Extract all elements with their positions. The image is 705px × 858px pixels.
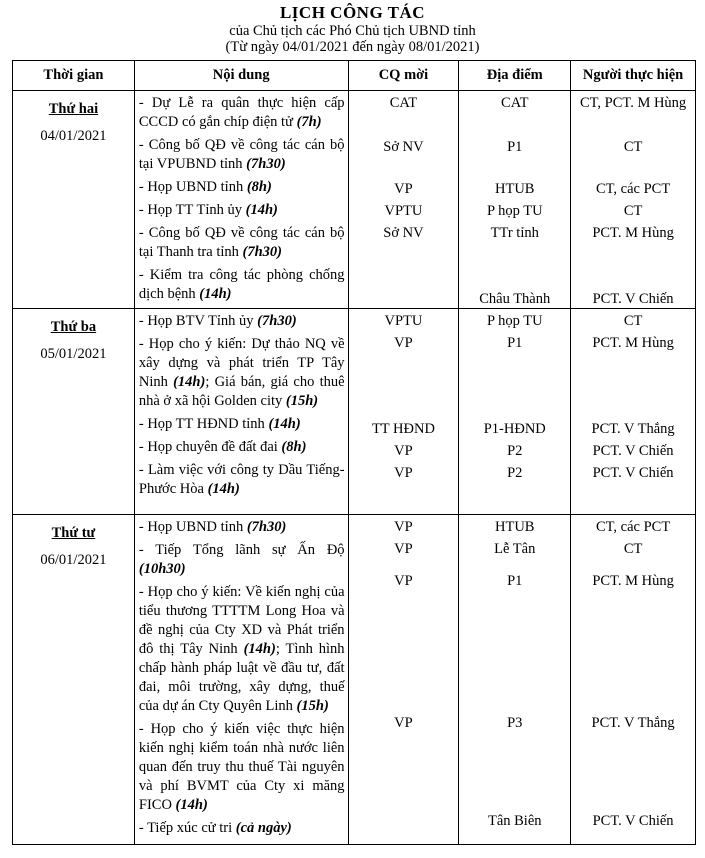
executor-cell bbox=[571, 309, 696, 515]
location-value: P1 bbox=[507, 139, 523, 155]
agenda-item: - Làm việc với công ty Dầu Tiếng-Phước Hòa (14h) bbox=[138, 462, 345, 497]
day-name: Thứ tư bbox=[51, 525, 96, 541]
executor-value: PCT. M Hùng bbox=[592, 335, 674, 351]
agenda-time: (7h) bbox=[296, 114, 322, 130]
agenda-item: - Họp BTV Tỉnh ủy (7h30) bbox=[138, 313, 297, 329]
day-name: Thứ ba bbox=[50, 319, 97, 335]
location-value: P1-HĐND bbox=[483, 421, 546, 437]
day-date: 04/01/2021 bbox=[40, 128, 107, 144]
day-cell bbox=[13, 515, 135, 845]
location-value: P1 bbox=[507, 573, 523, 589]
day-date: 06/01/2021 bbox=[40, 552, 107, 568]
day-row bbox=[13, 91, 696, 309]
agenda-time: (14h) bbox=[199, 286, 232, 302]
agenda-time: (14h) bbox=[175, 797, 208, 813]
schedule-date-range: (Từ ngày 04/01/2021 đến ngày 08/01/2021) bbox=[225, 39, 480, 55]
executor-value: PCT. V Chiến bbox=[592, 291, 674, 307]
agenda-time: (14h) bbox=[207, 481, 240, 497]
content-cell bbox=[134, 309, 348, 515]
executor-value: CT, các PCT bbox=[595, 519, 671, 535]
table-header-row bbox=[13, 61, 696, 91]
executor-value: PCT. M Hùng bbox=[592, 573, 674, 589]
agenda-time: (cả ngày) bbox=[235, 820, 292, 836]
day-cell bbox=[13, 91, 135, 309]
schedule-title: LỊCH CÔNG TÁC bbox=[279, 3, 426, 22]
location-value: Châu Thành bbox=[479, 291, 551, 307]
location-value: Tân Biên bbox=[487, 813, 542, 829]
day-cell bbox=[13, 309, 135, 515]
day-name: Thứ hai bbox=[48, 101, 99, 117]
content-cell bbox=[134, 515, 348, 845]
inviter-value: VP bbox=[394, 715, 413, 731]
inviter-value: Sở NV bbox=[383, 139, 424, 155]
location-cell bbox=[459, 515, 571, 845]
location-value: HTUB bbox=[495, 181, 535, 197]
inviter-value: VPTU bbox=[384, 203, 423, 219]
location-value: P họp TU bbox=[486, 203, 543, 219]
agenda-time: (7h30) bbox=[246, 156, 286, 172]
executor-cell bbox=[571, 515, 696, 845]
location-value: HTUB bbox=[495, 519, 535, 535]
schedule-header bbox=[0, 3, 705, 55]
executor-value: PCT. V Thắng bbox=[591, 715, 675, 731]
executor-value: CT bbox=[623, 541, 643, 557]
inviter-value: VP bbox=[394, 181, 413, 197]
col-header-location: Địa điểm bbox=[459, 61, 571, 91]
executor-value: CT, PCT. M Hùng bbox=[579, 95, 687, 111]
agenda-time: (7h30) bbox=[257, 313, 297, 329]
schedule-subtitle: của Chủ tịch các Phó Chủ tịch UBND tỉnh bbox=[229, 23, 476, 39]
executor-value: PCT. M Hùng bbox=[592, 225, 674, 241]
agenda-time: (14h) bbox=[268, 416, 301, 432]
agenda-time: (14h) bbox=[245, 202, 278, 218]
agenda-time: (14h) bbox=[173, 374, 206, 390]
location-value: Lễ Tân bbox=[494, 541, 536, 557]
executor-value: PCT. V Thắng bbox=[591, 421, 675, 437]
location-cell bbox=[459, 309, 571, 515]
executor-cell bbox=[571, 91, 696, 309]
executor-value: PCT. V Chiến bbox=[592, 443, 674, 459]
col-header-time: Thời gian bbox=[13, 61, 135, 91]
inviter-cell bbox=[348, 91, 459, 309]
agenda-time: (7h30) bbox=[246, 519, 287, 535]
agenda-item: - Dự Lễ ra quân thực hiện cấp CCCD có gắn chíp điện tử (7h) bbox=[138, 95, 345, 130]
executor-value: PCT. V Chiến bbox=[592, 813, 674, 829]
executor-value: PCT. V Chiến bbox=[592, 465, 674, 481]
inviter-cell bbox=[348, 309, 459, 515]
location-value: P3 bbox=[507, 715, 523, 731]
location-cell bbox=[459, 91, 571, 309]
location-value: P2 bbox=[507, 443, 523, 459]
schedule-table bbox=[12, 60, 696, 845]
inviter-value: VP bbox=[394, 443, 413, 459]
col-header-executor: Người thực hiện bbox=[571, 61, 696, 91]
agenda-time: (15h) bbox=[285, 393, 319, 409]
agenda-item: - Tiếp xúc cử tri (cả ngày) bbox=[138, 820, 292, 836]
agenda-item: - Tiếp Tổng lãnh sự Ấn Độ (10h30) bbox=[138, 542, 345, 577]
inviter-value: VP bbox=[394, 573, 413, 589]
inviter-value: VP bbox=[394, 519, 413, 535]
col-header-inviter: CQ mời bbox=[348, 61, 459, 91]
inviter-value: TT HĐND bbox=[371, 421, 435, 437]
inviter-value: VPTU bbox=[384, 313, 423, 329]
agenda-item: - Họp UBND tỉnh (7h30) bbox=[138, 519, 287, 535]
day-date: 05/01/2021 bbox=[40, 346, 107, 362]
day-row bbox=[13, 309, 696, 515]
inviter-value: VP bbox=[394, 465, 413, 481]
location-value: TTr tỉnh bbox=[490, 225, 539, 241]
agenda-time: (8h) bbox=[246, 179, 272, 195]
inviter-value: Sở NV bbox=[383, 225, 424, 241]
agenda-item: - Họp cho ý kiến: Dự thảo NQ về xây dựng và phát triển TP Tây Ninh (14h); Giá bán, giá cho thuê nhà ở xã hội Golden city (15h) bbox=[138, 336, 345, 409]
inviter-value: VP bbox=[394, 335, 413, 351]
executor-value: CT, các PCT bbox=[595, 181, 671, 197]
agenda-item: - Họp TT HĐND tỉnh (14h) bbox=[138, 416, 301, 432]
executor-value: CT bbox=[623, 139, 643, 155]
agenda-time: (8h) bbox=[281, 439, 307, 455]
inviter-cell bbox=[348, 515, 459, 845]
agenda-item: - Công bố QĐ về công tác cán bộ tại VPUBND tỉnh (7h30) bbox=[138, 137, 345, 172]
agenda-time: (10h30) bbox=[138, 561, 186, 577]
location-value: P họp TU bbox=[486, 313, 543, 329]
location-value: P2 bbox=[507, 465, 523, 481]
day-row bbox=[13, 515, 696, 845]
location-value: P1 bbox=[507, 335, 523, 351]
location-value: CAT bbox=[501, 95, 529, 111]
agenda-item: - Họp cho ý kiến việc thực hiện kiến nghị kiểm toán nhà nước liên quan đến truy thu thuế Tài nguyên và phí BVMT của Cty xi măng FICO (14h) bbox=[138, 721, 345, 813]
agenda-time: (14h) bbox=[243, 641, 276, 657]
agenda-item: - Công bố QĐ về công tác cán bộ tại Thanh tra tỉnh (7h30) bbox=[138, 225, 345, 260]
executor-value: CT bbox=[623, 313, 643, 329]
col-header-content: Nội dung bbox=[134, 61, 348, 91]
content-cell bbox=[134, 91, 348, 309]
agenda-item: - Họp TT Tỉnh ủy (14h) bbox=[138, 202, 278, 218]
agenda-item: - Họp UBND tỉnh (8h) bbox=[138, 179, 272, 195]
executor-value: CT bbox=[623, 203, 643, 219]
agenda-time: (7h30) bbox=[242, 244, 282, 260]
agenda-item: - Kiểm tra công tác phòng chống dịch bệnh (14h) bbox=[138, 267, 345, 302]
agenda-item: - Họp cho ý kiến: Về kiến nghị của tiểu thương TTTTM Long Hoa và đề nghị của Cty XD và Phát triển đô thị Tây Ninh (14h); Tình hình chấp hành pháp luật về đầu tư, đất đai, môi trường, xây dựng, thuế của dự án Cty Quyên Linh (15h) bbox=[138, 584, 345, 714]
agenda-item: - Họp chuyên đề đất đai (8h) bbox=[138, 439, 307, 455]
inviter-value: VP bbox=[394, 541, 413, 557]
inviter-value: CAT bbox=[389, 95, 418, 111]
agenda-time: (15h) bbox=[296, 698, 329, 714]
